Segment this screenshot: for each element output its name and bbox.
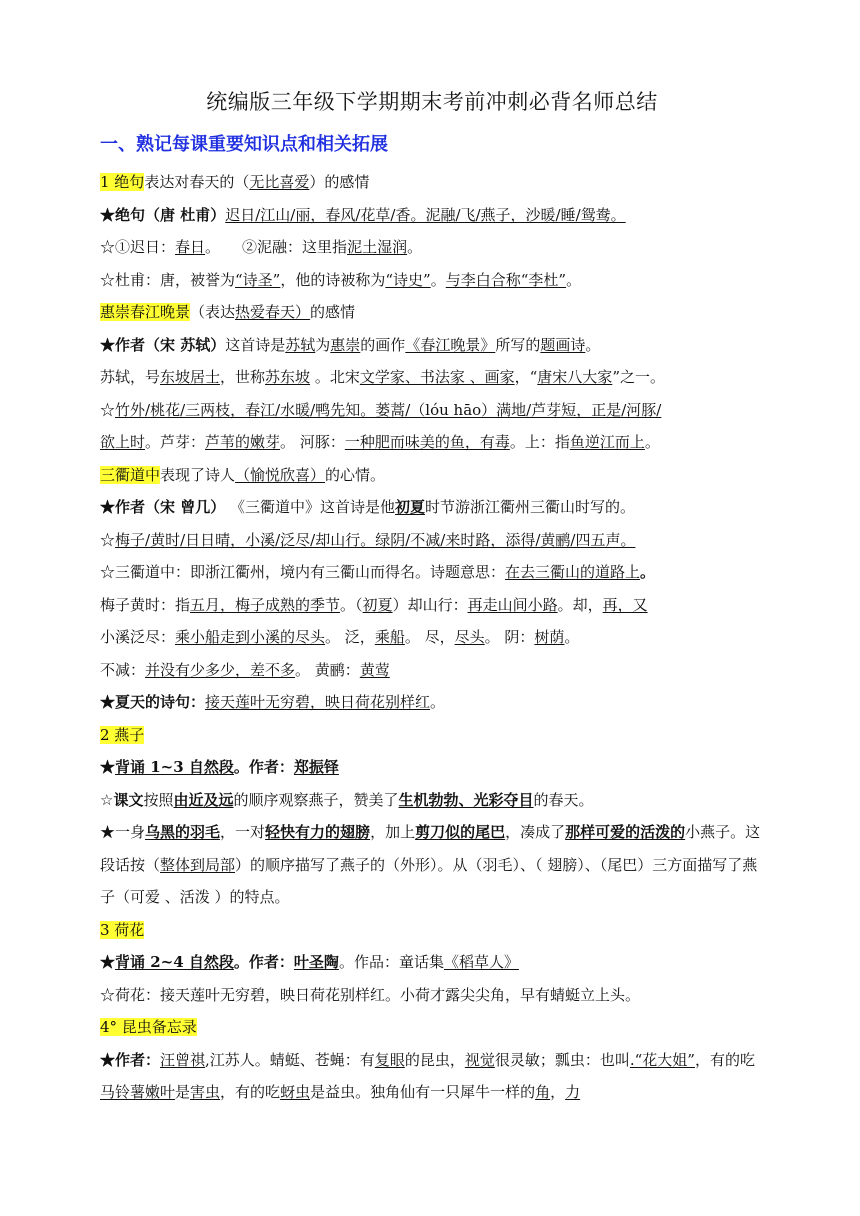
poem-line — [100, 524, 764, 557]
text: ☆①迟日： — [100, 238, 176, 256]
text: 的心情。 — [325, 465, 386, 484]
annotation-line — [100, 231, 764, 264]
underlined-text: （愉悦欣喜） — [235, 465, 326, 484]
text: ☆荷花：接天莲叶无穷碧，映日荷花别样红。小荷才露尖尖角，早有蜻蜓立上头。 — [100, 985, 641, 1004]
lesson-3-heading — [100, 914, 764, 947]
text: 。 — [585, 335, 601, 354]
text: 表现了诗人 — [160, 465, 236, 484]
bold-text: ★ — [100, 953, 116, 971]
text: 的感情 — [310, 303, 356, 321]
underlined-text: 欲上时 — [100, 433, 146, 451]
underlined-text: 视觉 — [464, 1050, 495, 1069]
annotation-line — [100, 621, 764, 654]
text: 的画作 — [360, 335, 406, 354]
underlined-text: 春日 — [175, 238, 206, 256]
annotation-line — [100, 361, 764, 394]
text: ☆杜甫：唐，被誉为 — [100, 270, 236, 289]
bold-text: ★ — [100, 758, 116, 776]
text: 。 河豚： — [280, 433, 345, 451]
underlined-text: 唐宋八大家 — [537, 368, 613, 386]
bold-underlined-text: 由近及远 — [173, 790, 234, 809]
lesson-heading — [100, 459, 764, 492]
underlined-text: 复眼 — [374, 1050, 405, 1069]
text: 。 泛， — [325, 628, 375, 646]
lesson-title-highlight: 1 绝句 — [100, 173, 145, 191]
bold-underlined-text: 背诵 1~3 自然段 — [115, 758, 234, 776]
text: 。 — [430, 693, 446, 711]
text: 表达对春天的（ — [144, 173, 250, 191]
underlined-text: 竹外/桃花/三两枝，春江/水暖/鸭先知。蒌蒿/（lóu hāo）满地/芦芽短，正是/河豚/ — [115, 400, 662, 419]
lesson-title-highlight: 3 荷花 — [100, 920, 145, 939]
underlined-text: 无比喜爱 — [249, 173, 310, 191]
bold-text: ★夏天的诗句： — [100, 693, 206, 711]
bold-underlined-text: 那样可爱的活泼的 — [565, 823, 686, 841]
recite-line — [100, 751, 764, 784]
bold-underlined-text: 初夏 — [395, 498, 426, 516]
text: ，他的诗被称为 — [280, 270, 386, 289]
bold-text: ★作者（宋 苏轼） — [100, 335, 226, 354]
text: 《三衢道中》这首诗是他 — [225, 498, 396, 516]
underlined-text: 蚜虫 — [280, 1083, 311, 1101]
text: ☆ — [100, 790, 114, 809]
underlined-text: 角 — [535, 1083, 551, 1101]
bold-text: ★作者： — [100, 1050, 161, 1069]
underlined-text: 再走山间小路 — [467, 595, 558, 614]
underlined-text: 害虫 — [190, 1083, 221, 1101]
text: 很灵敏；瓢虫：也叫 — [494, 1050, 630, 1069]
paragraph — [100, 1044, 764, 1109]
text: 所写的 — [495, 335, 541, 354]
annotation-line — [100, 589, 764, 622]
underlined-text: 《稻草人》 — [443, 953, 519, 971]
text: 不减： — [100, 660, 146, 679]
text: ）的顺序描写了燕子的（外形）。从（羽毛）、（ 翅膀）、（尾巴）三方面描写了燕子（可爱 、活泼 ）的特点。 — [100, 855, 758, 906]
underlined-text: 尽头 — [454, 628, 485, 646]
text: 。上：指 — [509, 433, 570, 451]
underlined-text: 树荫 — [534, 628, 565, 646]
text: ☆三衢道中：即浙江衢州，境内有三衢山而得名。诗题意思： — [100, 563, 506, 581]
paragraph — [100, 816, 764, 914]
underlined-text: 汪曾祺 — [160, 1050, 206, 1069]
text: 。北宋 — [310, 368, 360, 386]
text: 按照 — [143, 790, 174, 809]
text: 。却， — [557, 595, 603, 614]
text: ）却山行： — [392, 595, 468, 614]
underlined-text: 与李白合称“李杜” — [445, 270, 567, 289]
text: 苏轼，号 — [100, 368, 161, 386]
underlined-text: 《春江晚景》 — [405, 335, 496, 354]
underlined-text: 黄莺 — [359, 660, 390, 679]
text: ★一身 — [100, 823, 146, 841]
underlined-text: 马铃薯嫩叶 — [100, 1083, 176, 1101]
text: ”之一。 — [612, 368, 665, 386]
text: 这首诗是 — [225, 335, 286, 354]
bold-text: ★作者（宋 曾几） — [100, 498, 226, 516]
text: ）的感情 — [309, 173, 370, 191]
bold-underlined-text: 生机勃勃、光彩夺目 — [398, 790, 534, 809]
text: 。（ — [340, 595, 363, 614]
underlined-text: 五月，梅子成熟的季节 — [190, 595, 341, 614]
annotation-line — [100, 654, 764, 687]
underlined-text: 乘船 — [374, 628, 405, 646]
lesson-title-highlight: 惠崇春江晚景 — [100, 303, 191, 321]
underlined-text: 力 — [565, 1083, 581, 1101]
underlined-text: .“花大姐” — [629, 1050, 695, 1069]
text: 是益虫。独角仙有一只犀牛一样的 — [310, 1083, 536, 1101]
bold-underlined-text: 叶圣陶 — [293, 953, 339, 971]
text: ②泥融：这里指 — [242, 238, 348, 256]
underlined-text: 一种肥而味美的鱼，有毒 — [344, 433, 510, 451]
underlined-text: 初夏 — [362, 595, 393, 614]
text: （表达 — [190, 303, 236, 321]
text: ☆ — [100, 530, 116, 549]
bold-text: 课文 — [113, 790, 144, 809]
text: ，有的吃 — [220, 1083, 281, 1101]
lesson-title-highlight: 三衢道中 — [100, 465, 161, 484]
text: ， — [550, 1083, 566, 1101]
text: 。 尽， — [404, 628, 455, 646]
poem-line — [100, 199, 764, 232]
text: 的昆虫， — [404, 1050, 465, 1069]
underlined-text: 并没有少多少，差不多 — [145, 660, 296, 679]
annotation-line — [100, 264, 764, 297]
underlined-text: 热爱春天） — [235, 303, 311, 321]
text: ，一对 — [220, 823, 266, 841]
underlined-text: 接天莲叶无穷碧，映日荷花别样红 — [205, 693, 431, 711]
underlined-text: 再，又 — [602, 595, 648, 614]
text: 是 — [175, 1083, 191, 1101]
bold-text: 。作者： — [233, 758, 294, 776]
section-heading: 一、熟记每课重要知识点和相关拓展 — [100, 134, 388, 155]
author-line — [100, 491, 764, 524]
recite-line — [100, 946, 764, 979]
text: ，有的吃 — [694, 1050, 755, 1069]
underlined-text: 泥土湿润 — [347, 238, 408, 256]
text: 时节游浙江衢州三衢山时写的。 — [425, 498, 636, 516]
underlined-text: 梅子/黄时/日日晴，小溪/泛尽/却山行。绿阴/不减/来时路，添得/黄鹂/四五声。 — [115, 530, 636, 549]
underlined-text: 文学家、书法家 、画家 — [359, 368, 515, 386]
underlined-text: 题画诗 — [540, 335, 586, 354]
underlined-text: 苏轼 — [285, 335, 316, 354]
lesson-title-highlight: 2 燕子 — [100, 725, 145, 744]
underlined-text: 整体到局部 — [160, 855, 236, 874]
lesson-heading — [100, 296, 764, 329]
text: ，加上 — [370, 823, 416, 841]
text: 为 — [315, 335, 331, 354]
bold-underlined-text: 剪刀似的尾巴 — [415, 823, 506, 841]
lesson-4-heading — [100, 1011, 764, 1044]
text: ，世称 — [220, 368, 266, 386]
text: ☆ — [100, 400, 116, 419]
text: 小燕子。这段话按（ — [100, 823, 761, 874]
annotation-line — [100, 426, 764, 459]
lesson-2-heading — [100, 719, 764, 752]
underlined-text: 惠崇 — [330, 335, 361, 354]
text: 小溪泛尽： — [100, 628, 176, 646]
bold-text: ★绝句（唐 杜甫） — [100, 205, 226, 224]
text: 。 黄鹂： — [295, 660, 360, 679]
underlined-text: 东坡居士 — [160, 368, 221, 386]
bold-underlined-text: 背诵 2~4 自然段 — [115, 953, 234, 971]
text: 。芦芽： — [145, 433, 206, 451]
underlined-text: “诗圣” — [235, 270, 281, 289]
text: 。 — [430, 270, 446, 289]
bold-underlined-text: 轻快有力的翅膀 — [265, 823, 371, 841]
lesson-title-highlight: 4° 昆虫备忘录 — [100, 1018, 197, 1036]
underlined-text: 鱼逆江而上 — [569, 433, 645, 451]
summary-line — [100, 686, 764, 719]
annotation-line — [100, 784, 764, 817]
annotation-line — [100, 979, 764, 1012]
text: ，凑成了 — [505, 823, 566, 841]
text: 。 — [640, 563, 656, 581]
text: 。 — [205, 238, 221, 256]
document-title: 统编版三年级下学期期末考前冲刺必背名师总结 — [206, 90, 658, 114]
lesson-1-heading — [100, 166, 764, 199]
underlined-text: “诗史” — [385, 270, 431, 289]
bold-text: 。作者： — [233, 953, 294, 971]
underlined-text: 芦苇的嫩芽 — [205, 433, 281, 451]
text: 。 — [644, 433, 660, 451]
text: 。 — [566, 270, 582, 289]
text: 。 — [407, 238, 423, 256]
text: 。 阴： — [484, 628, 535, 646]
underlined-text: 乘小船走到小溪的尽头 — [175, 628, 326, 646]
text: 梅子黄时：指 — [100, 595, 191, 614]
text: 。作品：童话集 — [338, 953, 444, 971]
underlined-text: 苏东坡 — [265, 368, 311, 386]
text: 。 — [564, 628, 580, 646]
bold-underlined-text: 乌黑的羽毛 — [145, 823, 221, 841]
text: 的春天。 — [533, 790, 594, 809]
underlined-text: 在去三衢山的道路上 — [505, 563, 641, 581]
text: ,江苏人。蜻蜓、苍蝇：有 — [205, 1050, 375, 1069]
text: ，“ — [514, 368, 538, 386]
poem-line — [100, 394, 764, 427]
bold-underlined-text: 郑振铎 — [293, 758, 339, 776]
annotation-line — [100, 556, 764, 589]
text: 的顺序观察燕子，赞美了 — [233, 790, 399, 809]
underlined-text: 迟日/江山/丽，春风/花草/香。泥融/飞/燕子，沙暖/睡/鸳鸯。 — [225, 205, 626, 224]
author-line — [100, 329, 764, 362]
